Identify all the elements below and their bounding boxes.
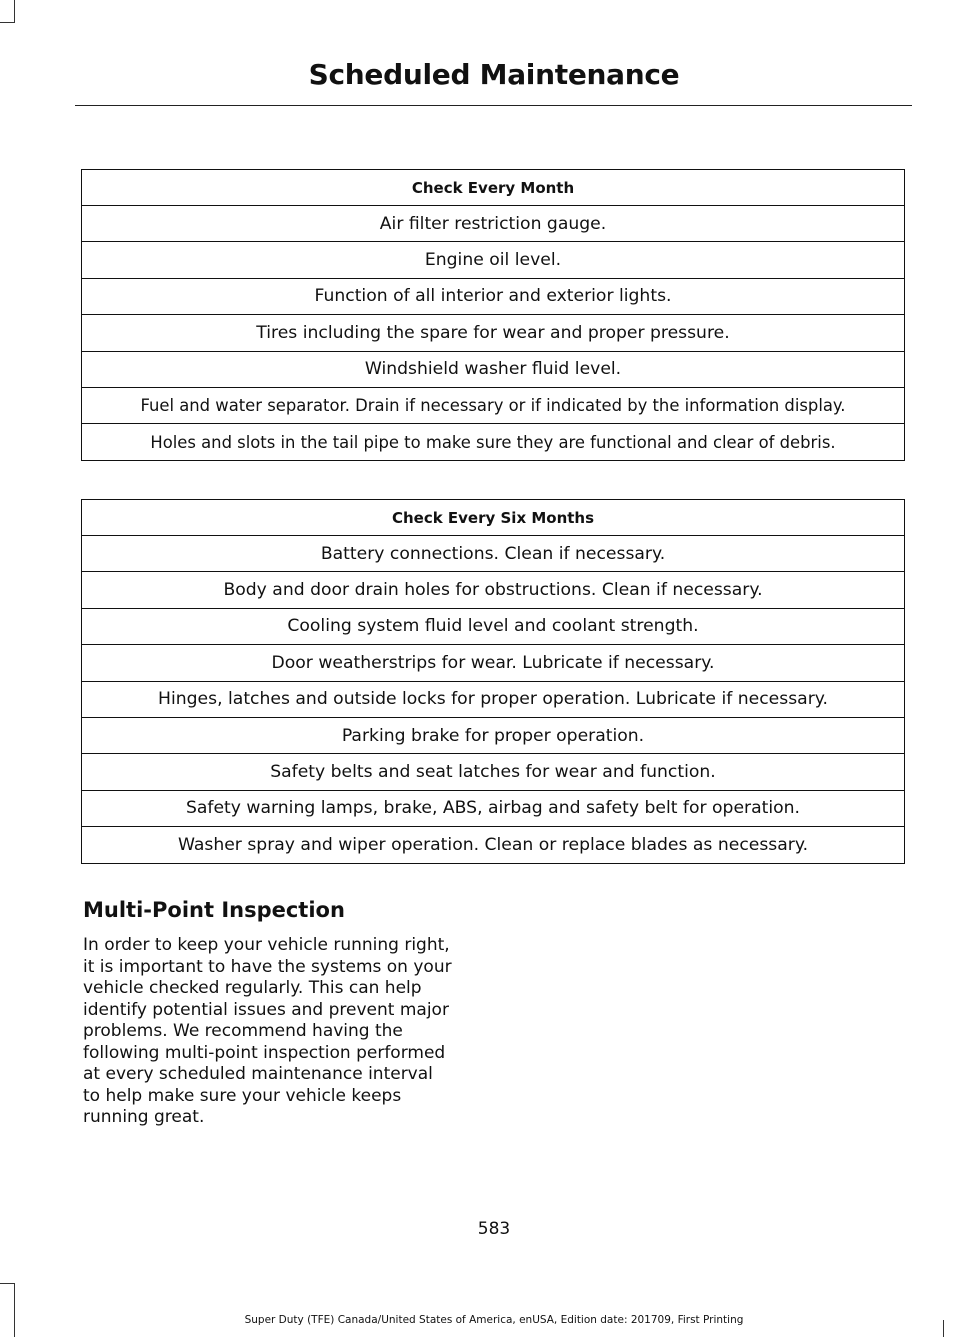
body-line: to help make sure your vehicle keeps (83, 1085, 402, 1106)
table-cell: Cooling system fluid level and coolant strength. (82, 608, 905, 644)
table-cell: Engine oil level. (82, 242, 905, 278)
edition-footer: Super Duty (TFE) Canada/United States of America, enUSA, Edition date: 201709, First Printing (244, 1314, 744, 1326)
table-row (82, 717, 905, 753)
table-row (82, 387, 905, 423)
body-line: following multi-point inspection performed (83, 1042, 446, 1063)
body-line: problems. We recommend having the (83, 1021, 403, 1041)
section-heading: Multi-Point Inspection (83, 898, 345, 922)
six-month-check-table (81, 499, 905, 864)
table-cell: Parking brake for proper operation. (82, 717, 905, 753)
table-row (82, 608, 905, 644)
body-line: identify potential issues and prevent major (83, 999, 449, 1020)
body-line: it is important to have the systems on your (83, 956, 452, 977)
table-cell: Safety belts and seat latches for wear and function. (82, 754, 905, 790)
crop-mark-bottom-left-v (14, 1283, 15, 1337)
table-header-row (82, 500, 905, 536)
table-row (82, 206, 905, 242)
table-cell: Door weatherstrips for wear. Lubricate if necessary. (82, 645, 905, 681)
body-line: In order to keep your vehicle running right, (83, 935, 450, 955)
table-cell: Function of all interior and exterior lights. (82, 278, 905, 314)
table-row (82, 278, 905, 314)
table-row (82, 351, 905, 387)
table-cell: Holes and slots in the tail pipe to make sure they are functional and clear of debris. (82, 424, 905, 460)
section-body (83, 935, 478, 1129)
table-row (82, 754, 905, 790)
table-row (82, 645, 905, 681)
table-cell: Battery connections. Clean if necessary. (82, 536, 905, 572)
table-row (82, 790, 905, 826)
crop-mark-top-left-h (0, 22, 15, 23)
table-heading: Check Every Six Months (82, 500, 905, 536)
table-row (82, 536, 905, 572)
body-line: at every scheduled maintenance interval (83, 1064, 433, 1084)
page-number: 583 (477, 1219, 511, 1239)
table-heading: Check Every Month (82, 170, 905, 206)
body-line: vehicle checked regularly. This can help (83, 978, 422, 998)
body-line: running great. (83, 1107, 205, 1127)
table-row (82, 315, 905, 351)
table-row (82, 572, 905, 608)
crop-mark-top-left-v (14, 0, 15, 22)
table-cell: Safety warning lamps, brake, ABS, airbag and safety belt for operation. (82, 790, 905, 826)
table-row (82, 242, 905, 278)
table-header-row (82, 170, 905, 206)
title-divider (75, 105, 912, 106)
table-row (82, 424, 905, 460)
table-cell: Body and door drain holes for obstructions. Clean if necessary. (82, 572, 905, 608)
table-row (82, 827, 905, 863)
page-title: Scheduled Maintenance (308, 58, 680, 91)
table-cell: Windshield washer fluid level. (82, 351, 905, 387)
table-cell: Hinges, latches and outside locks for proper operation. Lubricate if necessary. (82, 681, 905, 717)
crop-mark-bottom-left-h (0, 1283, 15, 1284)
table-cell: Tires including the spare for wear and proper pressure. (82, 315, 905, 351)
table-cell: Air filter restriction gauge. (82, 206, 905, 242)
table-row (82, 681, 905, 717)
table-cell: Fuel and water separator. Drain if necessary or if indicated by the information display. (82, 387, 905, 423)
table-cell: Washer spray and wiper operation. Clean or replace blades as necessary. (82, 827, 905, 863)
monthly-check-table (81, 169, 905, 461)
